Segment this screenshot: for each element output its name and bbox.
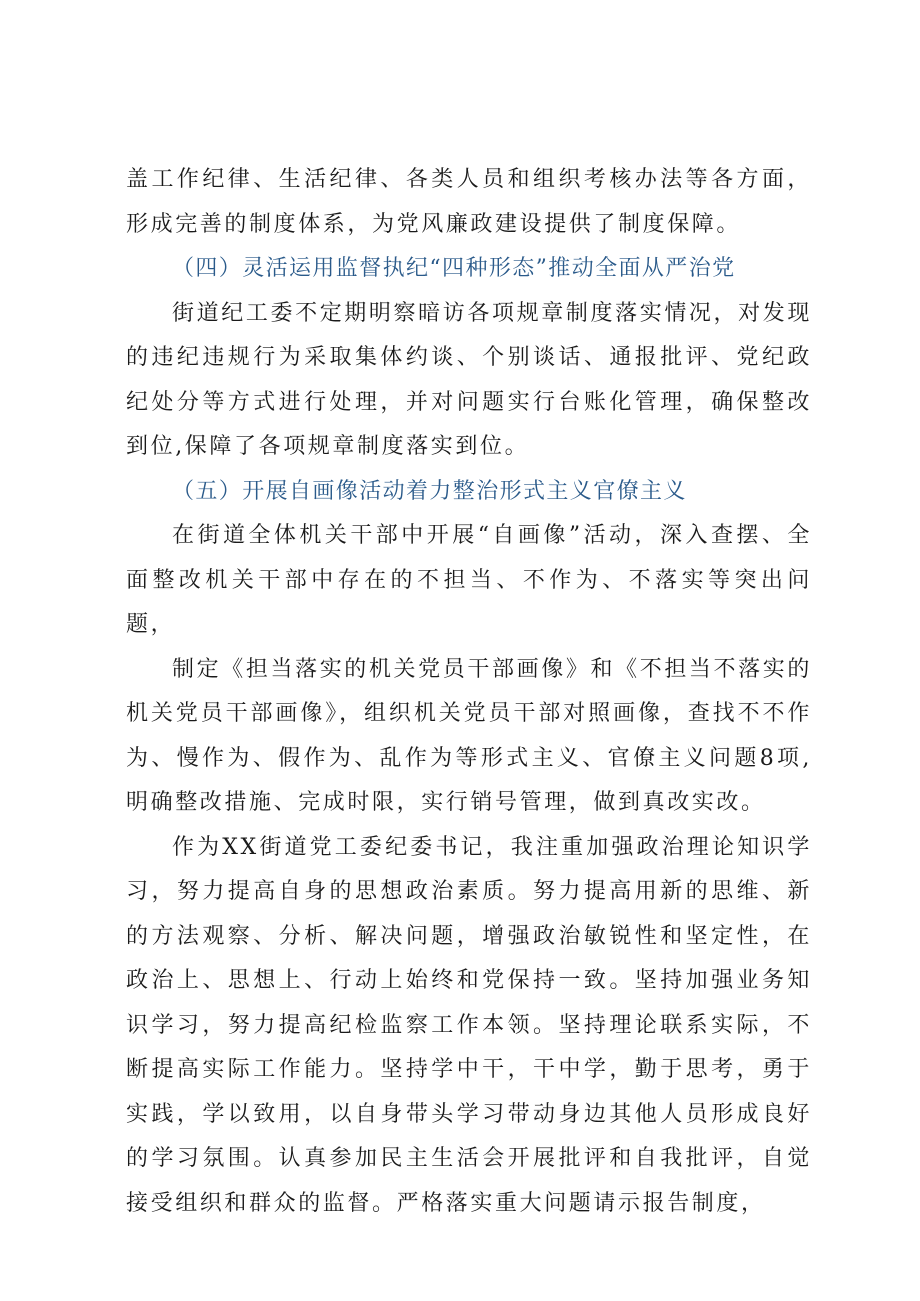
section-heading-5: （五）开展自画像活动着力整治形式主义官僚主义 [172, 478, 687, 504]
paragraph-continuation: 盖工作纪律、生活纪律、各类人员和组织考核办法等各方面，形成完善的制度体系，为党风廉政建设提供了制度保障。 [126, 167, 812, 237]
paragraph-personal-study: 作为XX街道党工委纪委书记，我注重加强政治理论知识学习，努力提高自身的思想政治素质。努力提高用新的思维、新的方法观察、分析、解决问题，增强政治敏锐性和坚定性，在政治上、思想上、行动上始终和党保持一致。坚持加强业务知识学习，努力提高纪检监察工作本领。坚持理论联系实际，不断提高实际工作能力。坚持学中干，干中学，勤于思考，勇于实践，学以致用，以自身带头学习带动身边其他人员形成良好的学习氛围。认真参加民主生活会开展批评和自我批评，自觉接受组织和群众的监督。严格落实重大问题请示报告制度， [126, 834, 812, 1216]
section-heading-4: （四）灵活运用监督执纪“四种形态”推动全面从严治党 [172, 256, 736, 281]
paragraph-portrait-standards: 制定《担当落实的机关党员干部画像》和《不担当不落实的机关党员干部画像》，组织机关党员干部对照画像，查找不不作为、慢作为、假作为、乱作为等形式主义、官僚主义问题8项,明确整改措施、完成时限，实行销号管理，做到真改实改。 [126, 656, 812, 815]
document-body [126, 158, 812, 1226]
paragraph-supervision: 街道纪工委不定期明察暗访各项规章制度落实情况，对发现的违纪违规行为采取集体约谈、个别谈话、通报批评、党纪政纪处分等方式进行处理，并对问题实行台账化管理，确保整改到位,保障了各项规章制度落实到位。 [126, 300, 812, 459]
paragraph-self-portrait: 在街道全体机关干部中开展“自画像”活动，深入查摆、全面整改机关干部中存在的不担当、不作为、不落实等突出问题， [126, 523, 812, 637]
